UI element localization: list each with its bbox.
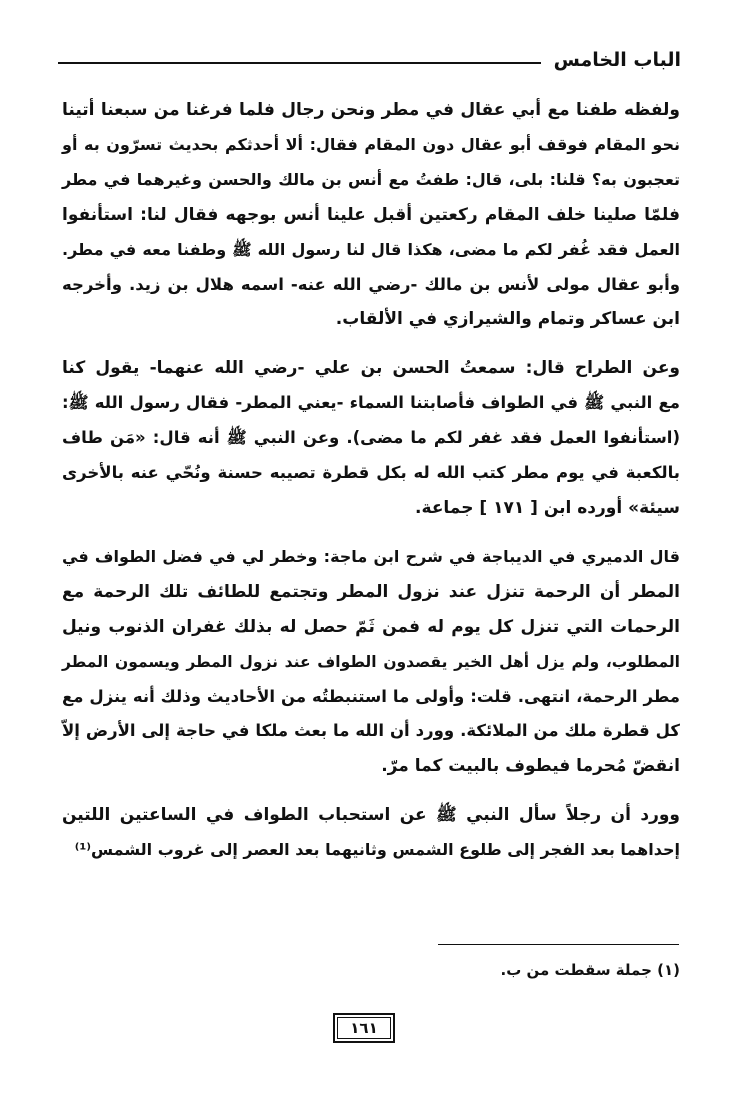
text-line: مطر الرحمة، انتهى. قلت: وأولى ما استنبطتُه من الأحاديث وذلك أنه ينزل مع (62, 686, 680, 706)
text-line: نحو المقام فوقف أبو عقال دون المقام فقال: ألا أحدثكم بحديث تسرّون به أو (62, 134, 680, 154)
paragraph-3 (62, 540, 680, 784)
page-number-box (333, 1013, 395, 1043)
text-line: (استأنفوا العمل فقد غفر لكم ما مضى). وعن النبي ﷺ أنه قال: «مَن طاف (62, 428, 680, 448)
text-line: وأبو عقال مولى لأنس بن مالك -رضي الله عنه- اسمه هلال بن زيد. وأخرجه (62, 274, 680, 294)
text-line: سيئة» أورده ابن [ ١٧١ ] جماعة. (415, 497, 680, 518)
text-line: وورد أن رجلاً سأل النبي ﷺ عن استحباب الطواف في الساعتين اللتين (62, 805, 680, 826)
text-line: انقضّ مُحرما فيطوف بالبيت كما مرّ. (381, 756, 680, 777)
text-line: قال الدميري في الديباجة في شرح ابن ماجة: وخطر لي في فضل الطواف في (62, 546, 680, 566)
paragraph-1 (62, 93, 680, 337)
text-line: بالكعبة في يوم مطر كتب الله له بكل قطرة تصيبه حسنة ونُحّي عنه بالأخرى (62, 463, 680, 483)
text-line: المطلوب، ولم يزل أهل الخير يقصدون الطواف عند نزول المطر ويسمون المطر (62, 652, 680, 671)
text-line: ولفظه طفنا مع أبي عقال في مطر ونحن رجال فلما فرغنا من سبعنا أتينا (62, 100, 680, 120)
running-header (58, 45, 681, 75)
footnote-separator (438, 944, 679, 945)
text-line: الرحمات التي تنزل كل يوم له فمن ثَمّ حصل له بذلك غفران الذنوب ونيل (62, 616, 680, 637)
text-line: ابن عساكر وتمام والشيرازي في الألقاب. (335, 309, 680, 330)
text-line: إحداهما بعد الفجر إلى طلوع الشمس وثانيهما بعد العصر إلى غروب الشمس⁽¹⁾ (74, 840, 680, 860)
text-line: كل قطرة ملك من الملائكة. وورد أن الله ما بعث ملكا في حاجة إلى الأرض إلاّ (62, 721, 680, 741)
footnote: (١) جملة سقطت من ب. (500, 961, 680, 979)
paragraph-2 (62, 351, 680, 526)
text-line: المطر أن الرحمة تنزل عند نزول المطر وتجتمع للطائف تلك الرحمة مع (62, 581, 680, 602)
text-line: مع النبي ﷺ في الطواف فأصابتنا السماء -يعني المطر- فقال رسول الله ﷺ: (62, 393, 680, 413)
page-number: ١٦١ (337, 1017, 391, 1039)
text-line: العمل فقد غُفر لكم ما مضى، هكذا قال لنا رسول الله ﷺ وطفنا معه في مطر. (62, 239, 680, 259)
header-rule (58, 62, 541, 64)
chapter-title: الباب الخامس (553, 49, 681, 71)
text-line: وعن الطراح قال: سمعتُ الحسن بن علي -رضي الله عنهما- يقول كنا (62, 358, 680, 379)
text-line: تعجبون به؟ قلنا: بلى، قال: طفتُ مع أنس بن مالك والحسن وغيرهما في مطر (62, 169, 680, 189)
main-text (62, 93, 680, 868)
paragraph-4 (62, 798, 680, 868)
text-line: فلمّا صلينا خلف المقام ركعتين أقبل علينا أنس بوجهه فقال لنا: استأنفوا (62, 204, 680, 225)
